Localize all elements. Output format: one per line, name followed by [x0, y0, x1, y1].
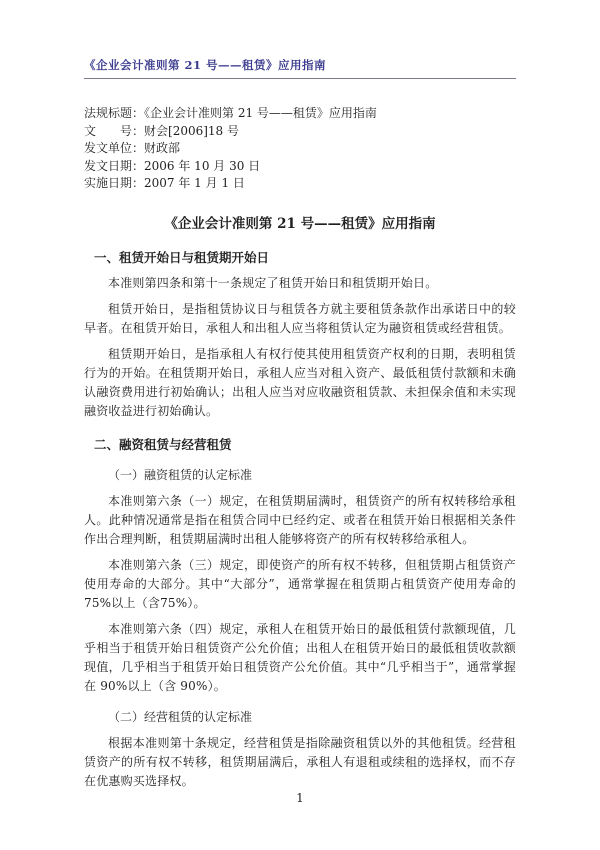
- meta-label: 发文日期：: [84, 158, 145, 173]
- meta-row-effective-date: [84, 175, 516, 193]
- section-1-paragraph: 本准则第四条和第十一条规定了租赁开始日和租赁期开始日。: [108, 275, 438, 290]
- subsection-finance-lease-paragraph: 本准则第六条（三）规定，即使资产的所有权不转移，但租赁期占租赁资产使用寿命的大部分。其中“大部分”，通常掌握在租赁期占租赁资产使用寿命的 75%以上（含75%）。: [84, 557, 516, 610]
- meta-row-issue-date: [84, 158, 516, 176]
- meta-label: 实施日期：: [84, 176, 145, 190]
- meta-value: 2007 年 1 月 1 日: [144, 176, 245, 190]
- meta-value: 财会[2006]18 号: [144, 123, 240, 138]
- section-2-heading: 二、融资租赁与经营租赁: [94, 436, 232, 452]
- page-header: [84, 58, 516, 79]
- meta-row-document-number: [84, 123, 516, 141]
- subsection-finance-lease-paragraph: 本准则第六条（四）规定，承租人在租赁开始日的最低租赁付款额现值，几乎相当于租赁开始日租赁资产公允价值；出租人在租赁开始日的最低租赁收款额现值，几乎相当于租赁开始日租赁资产公允价值。其中“几乎相当于”，通常掌握在 90%以上（含 90%）。: [84, 621, 516, 693]
- subsection-operating-lease-heading: （二）经营租赁的认定标准: [108, 709, 253, 724]
- meta-block: [84, 105, 516, 193]
- section-1-heading: 一、租赁开始日与租赁期开始日: [94, 249, 270, 265]
- meta-value: 财政部: [144, 141, 181, 155]
- meta-row-issuing-authority: [84, 140, 516, 158]
- subsection-finance-lease-paragraph: 本准则第六条（一）规定，在租赁期届满时，租赁资产的所有权转移给承租人。此种情况通常是指在租赁合同中已经约定、或者在租赁开始日根据相关条件作出合理判断，租赁期届满时出租人能够将资产的所有权转移给承租人。: [84, 493, 516, 546]
- meta-value: 2006 年 10 月 30 日: [144, 158, 261, 173]
- meta-row-regulation-title: [84, 105, 516, 123]
- meta-label: 文 号：: [84, 123, 145, 138]
- meta-label: 发文单位：: [84, 141, 145, 155]
- subsection-finance-lease-heading: （一）融资租赁的认定标准: [108, 467, 253, 482]
- subsection-operating-lease-paragraph: 根据本准则第十条规定，经营租赁是指除融资租赁以外的其他租赁。经营租赁资产的所有权不转移，租赁期届满后，承租人有退租或续租的选择权，而不存在优惠购买选择权。: [84, 735, 516, 788]
- document-title: 《企业会计准则第 21 号——租赁》应用指南: [164, 215, 436, 232]
- meta-label: 法规标题：: [84, 106, 145, 120]
- page-header-title: 《企业会计准则第 21 号——租赁》应用指南: [84, 58, 327, 72]
- section-1-paragraph: 租赁开始日，是指租赁协议日与租赁各方就主要租赁条款作出承诺日中的较早者。在租赁开始日，承租人和出租人应当将租赁认定为融资租赁或经营租赁。: [84, 301, 516, 335]
- page-number: 1: [296, 791, 304, 805]
- section-1-paragraph: 租赁期开始日，是指承租人有权行使其使用租赁资产权利的日期，表明租赁行为的开始。在租赁期开始日，承租人应当对租入资产、最低租赁付款额和未确认融资费用进行初始确认；出租人应当对应收融资租赁款、未担保余值和未实现融资收益进行初始确认。: [84, 346, 516, 418]
- meta-value: 《企业会计准则第 21 号——租赁》应用指南: [144, 106, 377, 120]
